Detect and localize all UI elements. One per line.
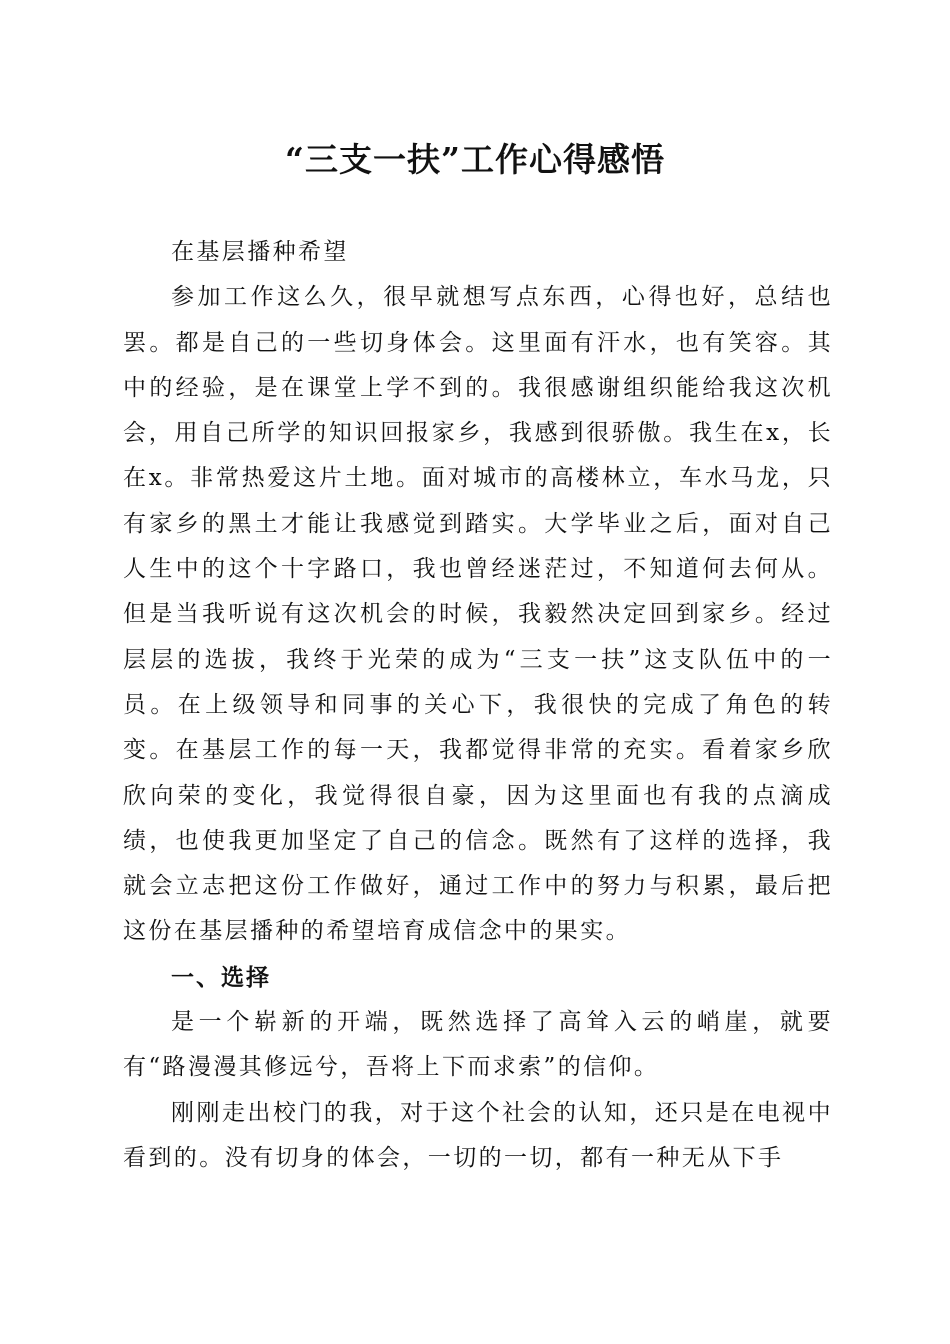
section-paragraph: 刚刚走出校门的我，对于这个社会的认知，还只是在电视中看到的。没有切身的体会，一切的一切，都有一种无从下手 bbox=[123, 1099, 833, 1171]
document-title: “三支一扶”工作心得感悟 bbox=[285, 140, 665, 179]
subtitle-line: 在基层播种希望 bbox=[171, 239, 349, 265]
body-paragraph: 参加工作这么久，很早就想写点东西，心得也好，总结也罢。都是自己的一些切身体会。这里面有汗水，也有笑容。其中的经验，是在课堂上学不到的。我很感谢组织能给我这次机会，用自己所学的知识回报家乡，我感到很骄傲。我生在x，长在x。非常热爱这片土地。面对城市的高楼林立，车水马龙，只有家乡的黑土才能让我感觉到踏实。大学毕业之后，面对自己人生中的这个十字路口，我也曾经迷茫过，不知道何去何从。但是当我听说有这次机会的时候，我毅然决定回到家乡。经过层层的选拔，我终于光荣的成为“三支一扶”这支队伍中的一员。在上级领导和同事的关心下，我很快的完成了角色的转变。在基层工作的每一天，我都觉得非常的充实。看着家乡欣欣向荣的变化，我觉得很自豪，因为这里面也有我的点滴成绩，也使我更加坚定了自己的信念。既然有了这样的选择，我就会立志把这份工作做好，通过工作中的努力与积累，最后把这份在基层播种的希望培育成信念中的果实。 bbox=[123, 284, 833, 945]
document-body bbox=[123, 230, 833, 1181]
section-paragraph: 是一个崭新的开端，既然选择了高耸入云的峭崖，就要有“路漫漫其修远兮，吾将上下而求索”的信仰。 bbox=[123, 1009, 833, 1081]
section-heading: 一、选择 bbox=[171, 963, 271, 991]
